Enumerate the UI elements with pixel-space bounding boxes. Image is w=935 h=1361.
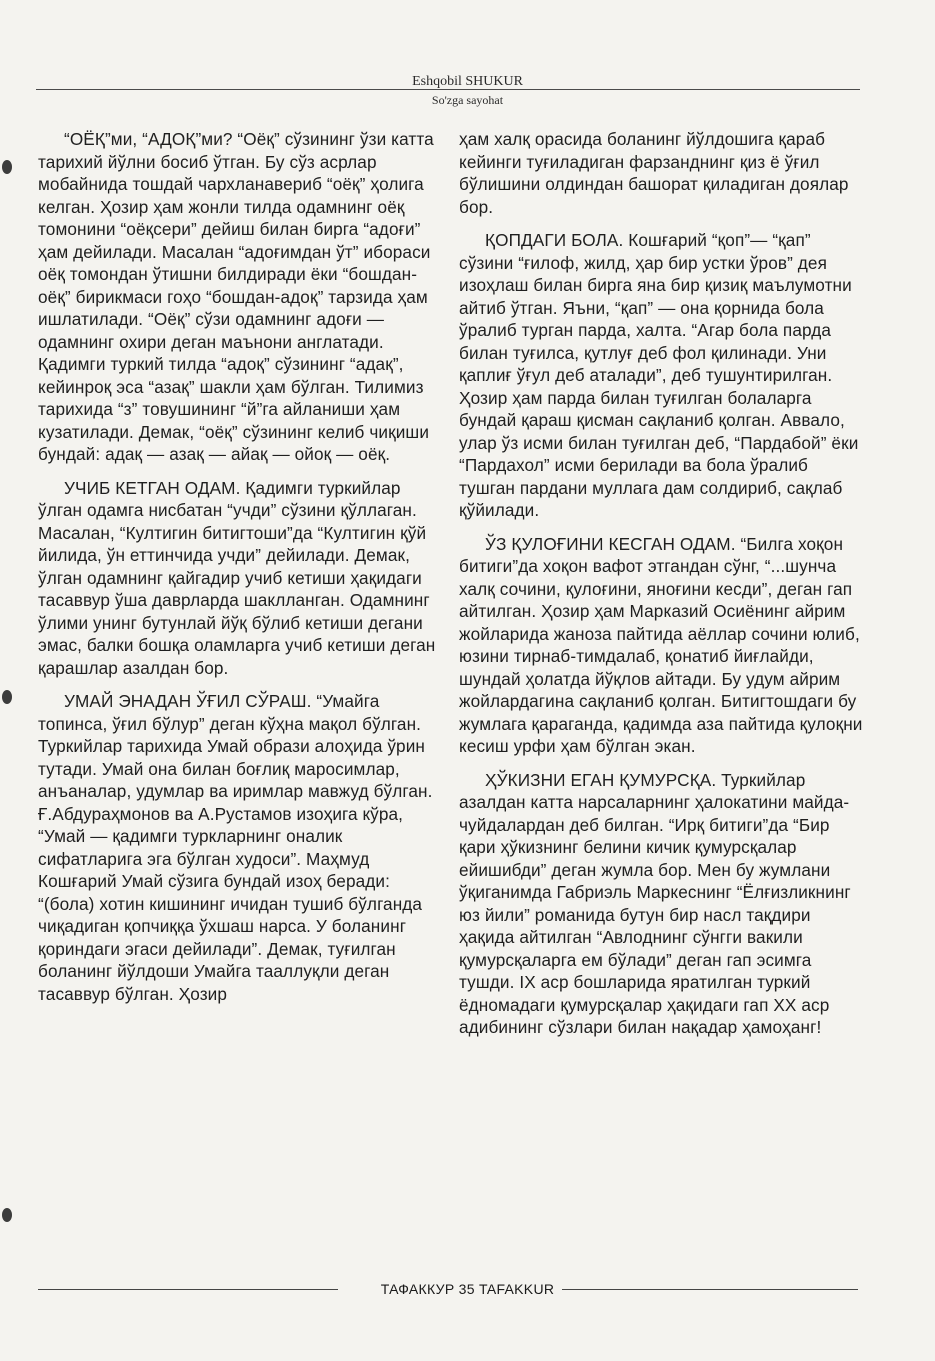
running-header-author: Eshqobil SHUKUR [412, 74, 523, 89]
binder-hole-top [2, 160, 12, 174]
binder-hole-middle [2, 690, 12, 704]
paragraph-hokizni-egan: ҲЎКИЗНИ ЕГАН ҚУМУРСҚА. Туркийлар азалдан катта нарсаларнинг ҳалокатини майда-чуйдалардан деб билган. “Ирқ битиги”да “Бир қари ҳўкизнинг белини кичик қумурсқалар ейишибди” деган жумла бор. Мен бу жумлани ўқиганимда Габриэль Маркеснинг “Ёлғизликнинг юз йили” романида бутун бир насл тақдири ҳақида айтилган “Авлоднинг сўнгги вакили қумурсқаларга ем бўлади” деган гап эсимга тушди. IX аср бошларида яратилган туркий ёдномадаги қумурсқалар ҳақидаги гап XX аср адибининг сўзлари билан нақадар ҳамоҳанг! [459, 769, 851, 1037]
running-header-section: So'zga sayohat [431, 93, 504, 107]
paragraph-qopdagi-bola: ҚОПДАГИ БОЛА. Кошғарий “қоп”— “қап” сўзини “ғилоф, жилд, ҳар бир устки ўров” дея изоҳлаш билан бирга яна бир қизиқ маълумотни айтиб ўтган. Яъни, “қап” — она қорнида бола ўралиб турган парда, халта. “Агар бола парда билан туғилса, қутлуғ деб фол қилинади. Уни қаплиғ ўғул деб аталади”, деб тушунтирилган. Ҳозир ҳам парда билан туғилган болаларга бундай қараш қисман сақланиб қолган. Аввало, улар ўз исми билан туғилган деб, “Пардабой” ёки “Пардахол” исми берилади ва бола ўралиб тушган пардани муллага дам солдириб, сақлаб қўйилади. [459, 230, 859, 520]
right-column [459, 128, 867, 1050]
paragraph-oyoq: “ОЁҚ”ми, “АДОҚ”ми? “Оёқ” сўзининг ўзи катта тарихий йўлни босиб ўтган. Бу сўз асрлар мобайнида тошдай чархланавериб “оёқ” ҳолига келган. Ҳозир ҳам жонли тилда одамнинг оёқ томонини “оёқсери” дейиш билан бирга “адоғи” ҳам дейилади. Масалан “адоғимдан ўт” ибораси оёқ томондан ўтишни билдиради ёки “бошдан-оёқ” бирикмаси гоҳо “бошдан-адоқ” тарзида ҳам ишлатилади. “Оёқ” сўзи одамнинг адоғи — одамнинг охири деган маънони англатади. Қадимги туркий тилда “адоқ” сўзининг “адақ”, кейинроқ эса “азақ” шакли ҳам бўлган. Тилимиз тарихида “з” товушининг “й”га айланиши ҳам кузатилади. Демак, “оёқ” сўзининг келиб чиқиши бундай: адақ — азақ — айақ — ойоқ — оёқ. [38, 129, 434, 464]
paragraph-umay-enadan: УМАЙ ЭНАДАН ЎҒИЛ СЎРАШ. “Умайга топинса, ўғил бўлур” деган кўҳна мақол бўлган. Туркийлар тарихида Умай образи алоҳида ўрин тутади. Умай она билан боғлиқ маросимлар, анъаналар, удумлар ва иримлар мавжуд бўлган. Ғ.Абдураҳмонов ва А.Рустамов изоҳига кўра, “Умай — қадимги туркларнинг оналик сифатларига эга бўлган худоси”. Маҳмуд Кошғарий Умай сўзига бундай изоҳ беради: “(бола) хотин кишининг ичидан тушиб бўлганда чиқадиган қопчиққа ўхшаш нарса. У боланинг қориндаги эгаси дейилади”. Демак, туғилган боланинг йўлдоши Умайга тааллуқли деган тасаввур бўлган. Ҳозир [38, 691, 433, 1004]
paragraph-oz-qulogini: ЎЗ ҚУЛОҒИНИ КЕСГАН ОДАМ. “Билга хоқон битиги”да хоқон вафот этгандан сўнг, “...шунча халқ сочини, қулоғини, яноғини кесди”, деган гап айтилган. Ҳозир ҳам Марказий Осиёнинг айрим жойларида жаноза пайтида аёллар сочини юлиб, юзини тирнаб-тимдалаб, қонатиб йиғлайди, шундай ҳолатда йўқлов айтади. Бу удум айрим жойлардагина сақланиб қолган. Битигтошдаги бу жумлага қараганда, қадимда аза пайтида қулоқни кесиш урфи ҳам бўлган экан. [459, 533, 863, 756]
binder-hole-bottom [2, 1208, 12, 1222]
paragraph-continuation: ҳам халқ орасида боланинг йўлдошига қараб кейинги туғиладиган фарзанднинг қиз ё ўғил бўлишини олдиндан башорат қиладиган доялар бор. [459, 129, 849, 217]
header-rule [36, 89, 860, 90]
footer-label: ТАФАККУР 35 TAFAKKUR [373, 1281, 563, 1297]
page-footer [0, 1281, 935, 1297]
paragraph-uchib-ketgan-odam: УЧИБ КЕТГАН ОДАМ. Қадимги туркийлар ўлган одамга нисбатан “учди” сўзини қўллаган. Масалан, “Култигин битигтоши”да “Култигин қўй йилида, ўн еттинчида учди” дейилади. Демак, ўлган одамнинг қайгадир учиб кетиши ҳақидаги тасаввур ўша даврларда шаклланган. Одамнинг ўлими унинг бутунлай йўқ бўлиб кетиши дегани эмас, балки бошқа оламларга учиб кетиши деган қарашлар азалдан бор. [38, 477, 436, 678]
left-column [38, 128, 446, 1016]
